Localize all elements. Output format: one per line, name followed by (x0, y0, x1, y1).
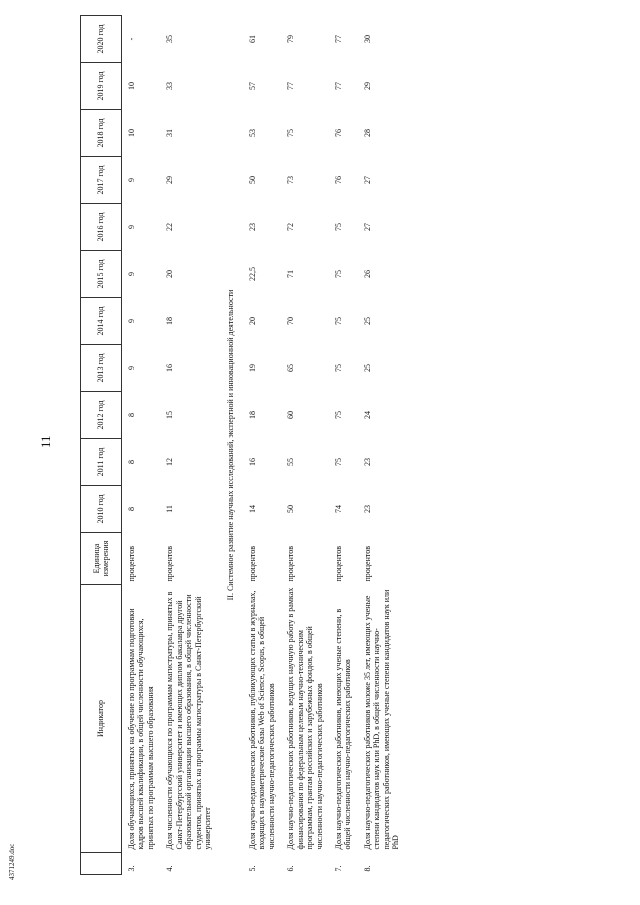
header-cell-year: 2018 год (81, 110, 122, 157)
value-cell: 55 (286, 458, 296, 466)
value-cell: 23 (362, 505, 372, 513)
value-cell: 53 (247, 129, 257, 137)
value-cell: 23 (362, 458, 372, 466)
value-cell: 14 (247, 505, 257, 513)
value-cell: 9 (127, 178, 136, 182)
value-cell: 18 (247, 411, 257, 419)
value-cell: 9 (127, 366, 136, 370)
table-row (243, 16, 281, 875)
header-cell-year: 2019 год (81, 63, 122, 110)
row-number: 8. (362, 865, 372, 872)
value-cell: 12 (165, 458, 175, 466)
value-cell: 11 (165, 505, 175, 513)
table-header (81, 16, 122, 875)
value-cell: 50 (286, 505, 296, 513)
value-cell: 9 (127, 225, 136, 229)
value-cell: 10 (127, 82, 136, 90)
section-row (218, 16, 243, 875)
indicator-cell: Доля научно-педагогических работников моложе 35 лет, имеющих ученые степени кандидатов наук или PhD, в общей численности научно-педагогических работников, имеющих ученые степени кандидатов наук или PhD (362, 589, 401, 850)
value-cell: 75 (334, 411, 343, 419)
value-cell: 20 (165, 270, 175, 278)
indicator-cell: Доля научно-педагогических работников, ведущих научную работу в рамках финансирования по федеральным целевым научно-техническим программам, грантам российских и зарубежных фондов, в общей численности научно-педагогических работников (286, 587, 324, 850)
value-cell: 30 (362, 35, 372, 43)
value-cell: 65 (286, 364, 296, 372)
value-cell: 75 (334, 364, 343, 372)
value-cell: 9 (127, 319, 136, 323)
value-cell: 76 (334, 129, 343, 137)
header-cell-year: 2017 год (81, 157, 122, 204)
value-cell: 74 (334, 505, 343, 513)
value-cell: 28 (362, 129, 372, 137)
header-cell-year: 2011 год (81, 439, 122, 486)
value-cell: 33 (165, 82, 175, 90)
value-cell: 10 (127, 129, 136, 137)
row-number: 3. (127, 865, 136, 872)
value-cell: - (127, 37, 136, 41)
value-cell: 22 (165, 223, 175, 231)
value-cell: 60 (286, 411, 296, 419)
value-cell: 25 (362, 364, 372, 372)
value-cell: 8 (127, 460, 136, 464)
value-cell: 75 (334, 270, 343, 278)
value-cell: 23 (247, 223, 257, 231)
row-number: 7. (334, 865, 343, 872)
header-cell-indicator: Индикатор (81, 585, 122, 853)
section-title: II. Системное развитие научных исследований, экспертной и инновационной деятельности (225, 289, 235, 601)
value-cell: 77 (334, 35, 343, 43)
value-cell: 31 (165, 129, 175, 137)
value-cell: 75 (334, 223, 343, 231)
value-cell: 77 (334, 82, 343, 90)
header-cell-year: 2014 год (81, 298, 122, 345)
unit-cell: процентов (127, 545, 136, 582)
unit-cell: процентов (286, 545, 296, 582)
value-cell: 35 (165, 35, 175, 43)
row-number: 4. (165, 865, 175, 872)
value-cell: 61 (247, 35, 257, 43)
header-cell-number (81, 853, 122, 875)
value-cell: 9 (127, 272, 136, 276)
unit-cell: процентов (247, 545, 257, 582)
table-row (329, 16, 358, 875)
value-cell: 76 (334, 176, 343, 184)
value-cell: 27 (362, 176, 372, 184)
page-number: 11 (38, 435, 53, 448)
value-cell: 72 (286, 223, 296, 231)
value-cell: 20 (247, 317, 257, 325)
value-cell: 16 (247, 458, 257, 466)
table-body (122, 16, 406, 875)
value-cell: 79 (286, 35, 296, 43)
value-cell: 25 (362, 317, 372, 325)
value-cell: 19 (247, 364, 257, 372)
value-cell: 15 (165, 411, 175, 419)
value-cell: 18 (165, 317, 175, 325)
row-number: 5. (247, 865, 257, 872)
unit-cell: процентов (165, 545, 175, 582)
value-cell: 27 (362, 223, 372, 231)
value-cell: 77 (286, 82, 296, 90)
value-cell: 26 (362, 270, 372, 278)
value-cell: 8 (127, 413, 136, 417)
rotated-table-container (80, 15, 620, 875)
unit-cell: процентов (362, 545, 372, 582)
header-cell-unit: Единица измерения (81, 533, 122, 585)
header-cell-year: 2010 год (81, 486, 122, 533)
indicator-cell: Доля численности обучающихся по программам магистратуры, принятых в Санкт-Петербургский университет и имеющих диплом бакалавра другой образовательной организации высшего образования, в общей численности студентов, принятых на программы магистратуры в Санкт-Петербургский университет (165, 591, 213, 850)
value-cell: 70 (286, 317, 296, 325)
header-cell-year: 2016 год (81, 204, 122, 251)
indicators-table (80, 15, 406, 875)
value-cell: 29 (362, 82, 372, 90)
table-row (358, 16, 406, 875)
table-row (281, 16, 329, 875)
indicator-cell: Доля научно-педагогических работников, публикующих статьи в журналах, входящих в наукометрические базы Web of Science, Scopus, в общей численности научно-педагогических работников (247, 590, 276, 850)
value-cell: 29 (165, 176, 175, 184)
value-cell: 8 (127, 507, 136, 511)
footer-filename: 4371249.doc (8, 843, 16, 880)
header-cell-year: 2020 год (81, 16, 122, 63)
header-cell-year: 2013 год (81, 345, 122, 392)
value-cell: 73 (286, 176, 296, 184)
value-cell: 16 (165, 364, 175, 372)
header-cell-year: 2015 год (81, 251, 122, 298)
row-number: 6. (286, 865, 296, 872)
table-row (122, 16, 161, 875)
value-cell: 71 (286, 270, 296, 278)
indicator-cell: Доля обучающихся, принятых на обучение по программам подготовки кадров высшей квалификации, в общей численности обучающихся, принятых по программам высшего образования (127, 608, 155, 850)
table-row (160, 16, 217, 875)
unit-cell: процентов (334, 545, 343, 582)
value-cell: 75 (334, 458, 343, 466)
value-cell: 75 (286, 129, 296, 137)
value-cell: 24 (362, 411, 372, 419)
value-cell: 22,5 (247, 267, 257, 281)
value-cell: 57 (247, 82, 257, 90)
header-cell-year: 2012 год (81, 392, 122, 439)
value-cell: 75 (334, 317, 343, 325)
header-row (81, 16, 122, 875)
indicator-cell: Доля научно-педагогических работников, имеющих ученые степени, в общей численности научно-педагогических работников (334, 608, 353, 850)
value-cell: 50 (247, 176, 257, 184)
